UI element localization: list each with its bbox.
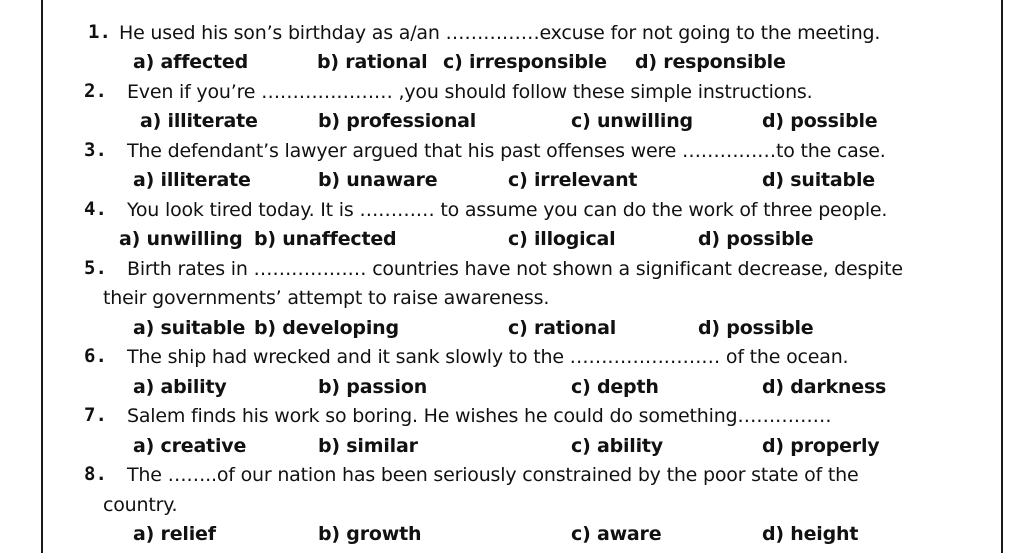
option-b[interactable]: b) rational	[317, 51, 428, 73]
question-3-stem	[0, 136, 1000, 165]
option-a[interactable]: a) suitable	[133, 317, 246, 339]
option-c[interactable]: c) rational	[508, 317, 617, 339]
question-text-line2: their governments’ attempt to raise awareness.	[103, 287, 550, 309]
option-a[interactable]: a) illiterate	[140, 110, 258, 132]
option-d[interactable]: d) possible	[762, 110, 878, 132]
question-text: Birth rates in ……………… countries have not shown a significant decrease, despite	[127, 258, 903, 280]
option-a[interactable]: a) creative	[133, 435, 247, 457]
question-4-options	[0, 224, 1000, 253]
question-8-stem-continued	[0, 490, 1000, 519]
option-d[interactable]: d) possible	[698, 317, 814, 339]
option-a[interactable]: a) illiterate	[133, 169, 251, 191]
option-c[interactable]: c) unwilling	[571, 110, 693, 132]
option-a[interactable]: a) relief	[133, 523, 216, 545]
question-number: 2.	[84, 80, 107, 102]
question-6-options	[0, 372, 1000, 401]
question-number: 1.	[88, 21, 111, 43]
question-number: 8.	[84, 463, 107, 485]
question-text: He used his son’s birthday as a/an ……………excuse for not going to the meeting.	[119, 22, 881, 44]
option-c[interactable]: c) irrelevant	[508, 169, 638, 191]
option-b[interactable]: b) similar	[318, 435, 418, 457]
question-8-options	[0, 519, 1000, 548]
question-3-options	[0, 165, 1000, 194]
question-5-stem-continued	[0, 283, 1000, 312]
question-number: 4.	[84, 198, 107, 220]
question-text: You look tired today. It is ………… to assume you can do the work of three people.	[127, 199, 888, 221]
option-a[interactable]: a) ability	[133, 376, 227, 398]
option-c[interactable]: c) illogical	[508, 228, 616, 250]
right-margin-rule	[1001, 0, 1003, 553]
option-b[interactable]: b) unaware	[318, 169, 438, 191]
question-text: The ……..of our nation has been seriously constrained by the poor state of the	[127, 464, 859, 486]
question-number: 5.	[84, 257, 107, 279]
option-a[interactable]: a) affected	[133, 51, 248, 73]
question-7-stem	[0, 401, 1000, 430]
option-d[interactable]: d) suitable	[762, 169, 875, 191]
question-number: 3.	[84, 139, 107, 161]
question-text: The ship had wrecked and it sank slowly to the …………………… of the ocean.	[127, 346, 849, 368]
question-2-options	[0, 106, 1000, 135]
option-c[interactable]: c) depth	[571, 376, 659, 398]
question-6-stem	[0, 342, 1000, 371]
option-d[interactable]: d) height	[762, 523, 859, 545]
question-5-stem	[0, 254, 1000, 283]
option-c[interactable]: c) aware	[571, 523, 662, 545]
question-number: 6.	[84, 345, 107, 367]
question-number: 7.	[84, 404, 107, 426]
question-1-stem	[0, 18, 1000, 47]
question-text-line2: country.	[103, 494, 178, 516]
question-1-options	[0, 47, 1000, 76]
question-2-stem	[0, 77, 1000, 106]
option-d[interactable]: d) properly	[762, 435, 880, 457]
option-b[interactable]: b) developing	[254, 317, 399, 339]
option-d[interactable]: d) darkness	[762, 376, 887, 398]
option-a[interactable]: a) unwilling	[119, 228, 243, 250]
option-b[interactable]: b) growth	[318, 523, 422, 545]
question-text: Salem finds his work so boring. He wishes he could do something……………	[127, 405, 832, 427]
question-text: The defendant’s lawyer argued that his past offenses were ……………to the case.	[127, 140, 886, 162]
option-b[interactable]: b) passion	[318, 376, 428, 398]
question-text: Even if you’re ………………… ,you should follow these simple instructions.	[127, 81, 813, 103]
option-c[interactable]: c) ability	[571, 435, 663, 457]
question-8-stem	[0, 460, 1000, 489]
option-d[interactable]: d) possible	[698, 228, 814, 250]
option-c[interactable]: c) irresponsible	[443, 51, 607, 73]
question-4-stem	[0, 195, 1000, 224]
option-b[interactable]: b) unaffected	[254, 228, 397, 250]
question-5-options	[0, 313, 1000, 342]
option-b[interactable]: b) professional	[318, 110, 477, 132]
question-7-options	[0, 431, 1000, 460]
option-d[interactable]: d) responsible	[635, 51, 786, 73]
